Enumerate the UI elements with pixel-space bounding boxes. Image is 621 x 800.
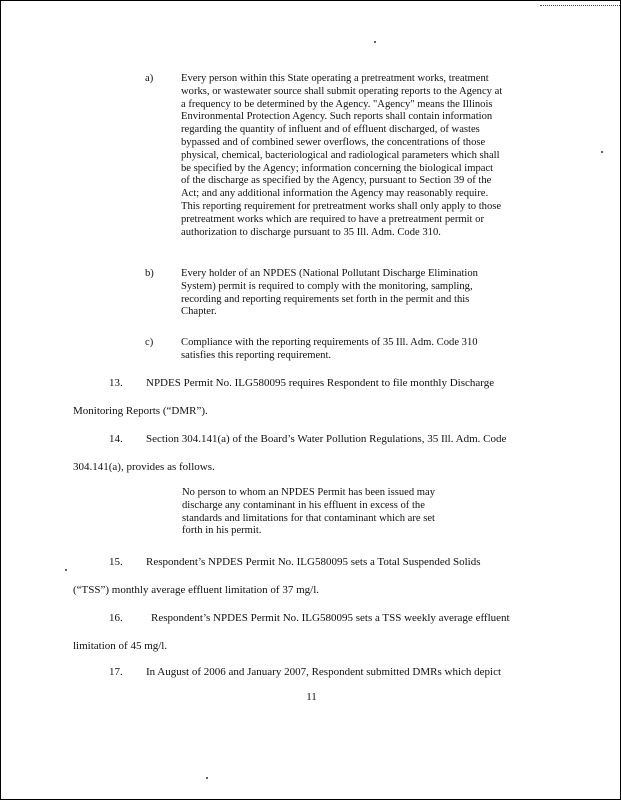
subsection-b-text bbox=[181, 268, 551, 319]
paragraph-15-continuation: (“TSS”) monthly average effluent limitation of 37 mg/l. bbox=[73, 584, 320, 596]
subsection-line: Every holder of an NPDES (National Pollutant Discharge Elimination bbox=[181, 268, 478, 279]
paragraph-number-14: 14. bbox=[109, 433, 123, 445]
subsection-line: a frequency to be determined by the Agency. "Agency" means the Illinois bbox=[181, 98, 493, 110]
subsection-line: Environmental Protection Agency. Such reports shall contain information bbox=[181, 111, 493, 123]
subsection-line: Chapter. bbox=[181, 306, 217, 318]
paragraph-13-continuation: Monitoring Reports (“DMR”). bbox=[73, 405, 208, 417]
subsection-c-text bbox=[181, 337, 551, 363]
subsection-line: bypassed and of combined sewer overflows, the concentrations of those bbox=[181, 136, 486, 148]
subsection-line: works, or wastewater source shall submit operating reports to the Agency at bbox=[181, 85, 503, 97]
quote-line: No person to whom an NPDES Permit has been issued may bbox=[182, 487, 436, 498]
subsection-line: This reporting requirement for pretreatment works shall only apply to those bbox=[181, 200, 502, 212]
scan-top-mark bbox=[540, 1, 620, 6]
subsection-line: System) permit is required to comply with the monitoring, sampling, bbox=[181, 280, 473, 292]
subsection-line: pretreatment works which are required to have a pretreatment permit or bbox=[181, 213, 484, 225]
scan-speck bbox=[65, 569, 67, 571]
subsection-line: authorization to discharge pursuant to 35 Ill. Adm. Code 310. bbox=[181, 226, 441, 238]
paragraph-14-text: Section 304.141(a) of the Board’s Water Pollution Regulations, 35 Ill. Adm. Code bbox=[146, 433, 507, 445]
subsection-line: be specified by the Agency; information concerning the biological impact bbox=[181, 162, 494, 174]
quote-line: standards and limitations for that contaminant which are set bbox=[182, 512, 436, 524]
subsection-line: of the discharge as specified by the Agency, pursuant to Section 39 of the bbox=[181, 175, 492, 187]
subsection-line: Compliance with the reporting requirements of 35 Ill. Adm. Code 310 bbox=[181, 337, 478, 348]
scan-speck bbox=[206, 777, 208, 779]
paragraph-number-13: 13. bbox=[109, 377, 123, 389]
subsection-letter-c: c) bbox=[145, 337, 154, 348]
subsection-line: recording and reporting requirements set forth in the permit and this bbox=[181, 293, 470, 305]
subsection-letter-a: a) bbox=[145, 73, 154, 84]
paragraph-15-text: Respondent’s NPDES Permit No. ILG580095 sets a Total Suspended Solids bbox=[146, 556, 481, 568]
paragraph-number-17: 17. bbox=[109, 666, 123, 678]
paragraph-17-text: In August of 2006 and January 2007, Respondent submitted DMRs which depict bbox=[146, 666, 502, 678]
subsection-line: satisfies this reporting requirement. bbox=[181, 349, 332, 361]
paragraph-13-text: NPDES Permit No. ILG580095 requires Respondent to file monthly Discharge bbox=[146, 377, 495, 389]
paragraph-number-16: 16. bbox=[109, 612, 123, 624]
quote-line: forth in his permit. bbox=[182, 525, 262, 537]
quote-line: discharge any contaminant in his effluent in excess of the bbox=[182, 499, 425, 511]
block-quote bbox=[182, 487, 482, 538]
subsection-letter-b: b) bbox=[145, 268, 154, 279]
paragraph-14-continuation: 304.141(a), provides as follows. bbox=[73, 461, 215, 473]
scan-speck bbox=[601, 151, 603, 153]
subsection-line: regarding the quantity of influent and of effluent discharged, of wastes bbox=[181, 124, 480, 136]
paragraph-16-text: Respondent’s NPDES Permit No. ILG580095 sets a TSS weekly average effluent bbox=[151, 612, 510, 624]
page-number: 11 bbox=[306, 691, 317, 703]
paragraph-16-continuation: limitation of 45 mg/l. bbox=[73, 640, 168, 652]
subsection-line: Every person within this State operating a pretreatment works, treatment bbox=[181, 73, 489, 84]
subsection-line: physical, chemical, bacteriological and radiological parameters which shall bbox=[181, 149, 500, 161]
paragraph-number-15: 15. bbox=[109, 556, 123, 568]
subsection-line: Act; and any additional information the Agency may reasonably require. bbox=[181, 188, 489, 200]
scan-speck bbox=[374, 41, 376, 43]
subsection-a-text bbox=[181, 73, 551, 239]
